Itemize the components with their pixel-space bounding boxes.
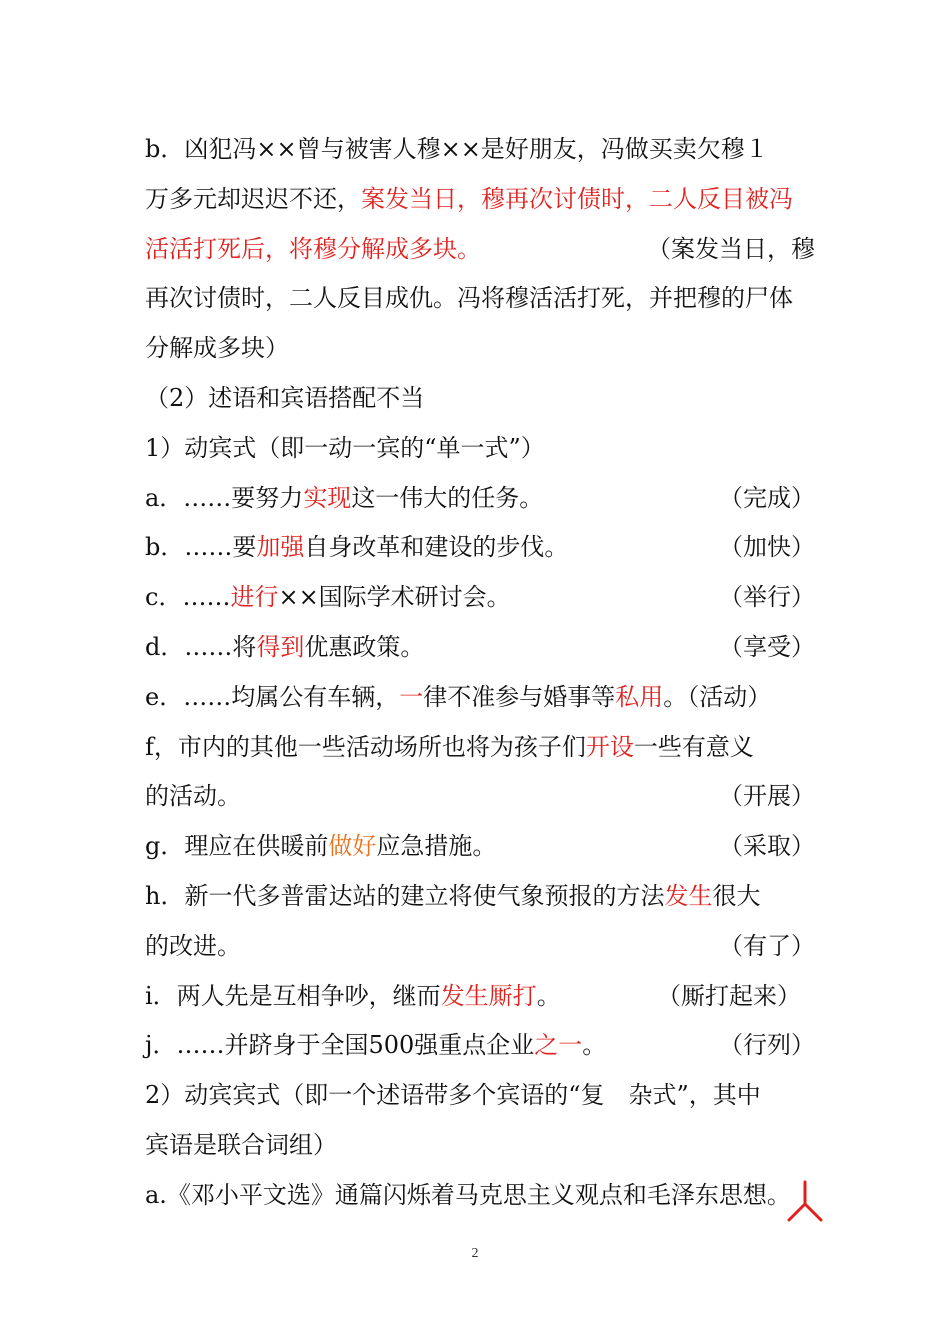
- text-line: [145, 381, 815, 415]
- text-run: 分解成多块）: [145, 334, 289, 363]
- highlighted-text: 实现: [303, 483, 352, 512]
- text-line: [145, 481, 815, 515]
- text-run: 律不准参与婚事等: [423, 682, 616, 711]
- text-run: 很大: [712, 882, 761, 910]
- text-line: [145, 829, 815, 863]
- highlighted-text: 案发当日，穆再次讨债时，二人反目被冯: [361, 184, 793, 213]
- highlighted-text: 一: [399, 682, 424, 711]
- text-run: 这一伟大的任务。: [351, 483, 544, 512]
- text-run: 优惠政策。: [304, 633, 425, 661]
- text-run: 。: [582, 1031, 607, 1060]
- text-line: [145, 431, 815, 465]
- text-run: b．……要: [145, 533, 257, 562]
- correction-text: （举行）: [719, 583, 815, 612]
- text-run: e．……均属公有车辆，: [145, 682, 400, 711]
- text-line: [145, 1078, 815, 1112]
- text-line: [145, 132, 815, 166]
- text-line: [145, 331, 815, 365]
- text-run: g．理应在供暖前: [145, 832, 329, 861]
- correction-text: （开展）: [719, 782, 815, 811]
- text-line: [145, 929, 815, 963]
- text-line: [145, 232, 815, 266]
- text-run: a．……要努力: [145, 483, 304, 512]
- correction-text: （完成）: [719, 483, 815, 512]
- correction-text: （采取）: [719, 832, 815, 861]
- text-run: c．……: [145, 583, 231, 612]
- text-run: i．两人先是互相争吵，继而: [145, 981, 441, 1010]
- text-run: b．凶犯冯××曾与被害人穆××是好朋友，冯做买卖欠穆１: [145, 135, 769, 163]
- text-line: [145, 630, 815, 664]
- highlighted-text: 之一: [534, 1031, 583, 1060]
- text-run: a.《邓小平文选》通篇闪烁着马克思主义观点和毛泽东思想。: [145, 1180, 791, 1209]
- text-line: [145, 281, 815, 315]
- text-run: 再次讨债时，二人反目成仇。冯将穆活活打死，并把穆的尸体: [145, 284, 793, 313]
- text-line: [145, 580, 815, 614]
- text-run: 的活动。: [145, 782, 241, 811]
- correction-text: （享受）: [719, 633, 815, 661]
- text-line: [145, 182, 815, 216]
- text-run: 。（活动）: [663, 682, 772, 711]
- text-line: [145, 1178, 815, 1212]
- highlighted-text: 发生厮打: [440, 981, 537, 1010]
- highlighted-text: 私用: [615, 682, 664, 711]
- highlighted-text: 发生: [664, 882, 713, 910]
- text-run: 。: [536, 981, 561, 1010]
- highlighted-text: 活活打死后，将穆分解成多块。: [145, 234, 481, 263]
- text-line: [145, 1028, 815, 1062]
- text-run: 自身改革和建设的步伐。: [304, 533, 569, 562]
- text-line: [145, 779, 815, 813]
- correction-text: （厮打起来）: [657, 981, 801, 1010]
- text-run: f，市内的其他一些活动场所也将为孩子们: [145, 732, 586, 761]
- highlighted-text: 开设: [585, 732, 634, 761]
- insertion-caret-icon: [785, 1180, 825, 1224]
- page-number: 2: [471, 1246, 479, 1261]
- text-run: 万多元却迟迟不还，: [145, 184, 361, 213]
- text-run: h．新一代多普雷达站的建立将使气象预报的方法: [145, 882, 665, 910]
- text-line: [145, 1128, 815, 1162]
- highlighted-text: 加强: [256, 533, 305, 562]
- text-line: [145, 680, 815, 714]
- correction-text: （行列）: [719, 1031, 815, 1060]
- correction-text: （加快）: [719, 533, 815, 562]
- correction-text: （案发当日，穆: [647, 234, 815, 263]
- text-run: ××国际学术研讨会。: [278, 583, 511, 612]
- text-line: [145, 979, 815, 1013]
- highlighted-text: 得到: [256, 633, 305, 661]
- text-run: j．……并跻身于全国500强重点企业: [145, 1031, 535, 1060]
- text-run: 宾语是联合词组）: [145, 1131, 337, 1159]
- highlighted-text: 进行: [230, 583, 279, 612]
- text-run: 1）动宾式（即一动一宾的“单一式”）: [145, 433, 545, 462]
- text-line: [145, 530, 815, 564]
- highlighted-text: 做好: [328, 832, 377, 861]
- text-run: 应急措施。: [376, 832, 497, 861]
- text-run: 2）动宾宾式（即一个述语带多个宾语的“复 杂式”，其中: [145, 1081, 761, 1110]
- text-line: [145, 879, 815, 913]
- text-run: 一些有意义: [633, 732, 754, 761]
- text-run: （2）述语和宾语搭配不当: [145, 384, 425, 412]
- text-line: [145, 730, 815, 764]
- text-run: 的改进。: [145, 931, 241, 960]
- text-run: d．……将: [145, 633, 257, 661]
- correction-text: （有了）: [719, 931, 815, 960]
